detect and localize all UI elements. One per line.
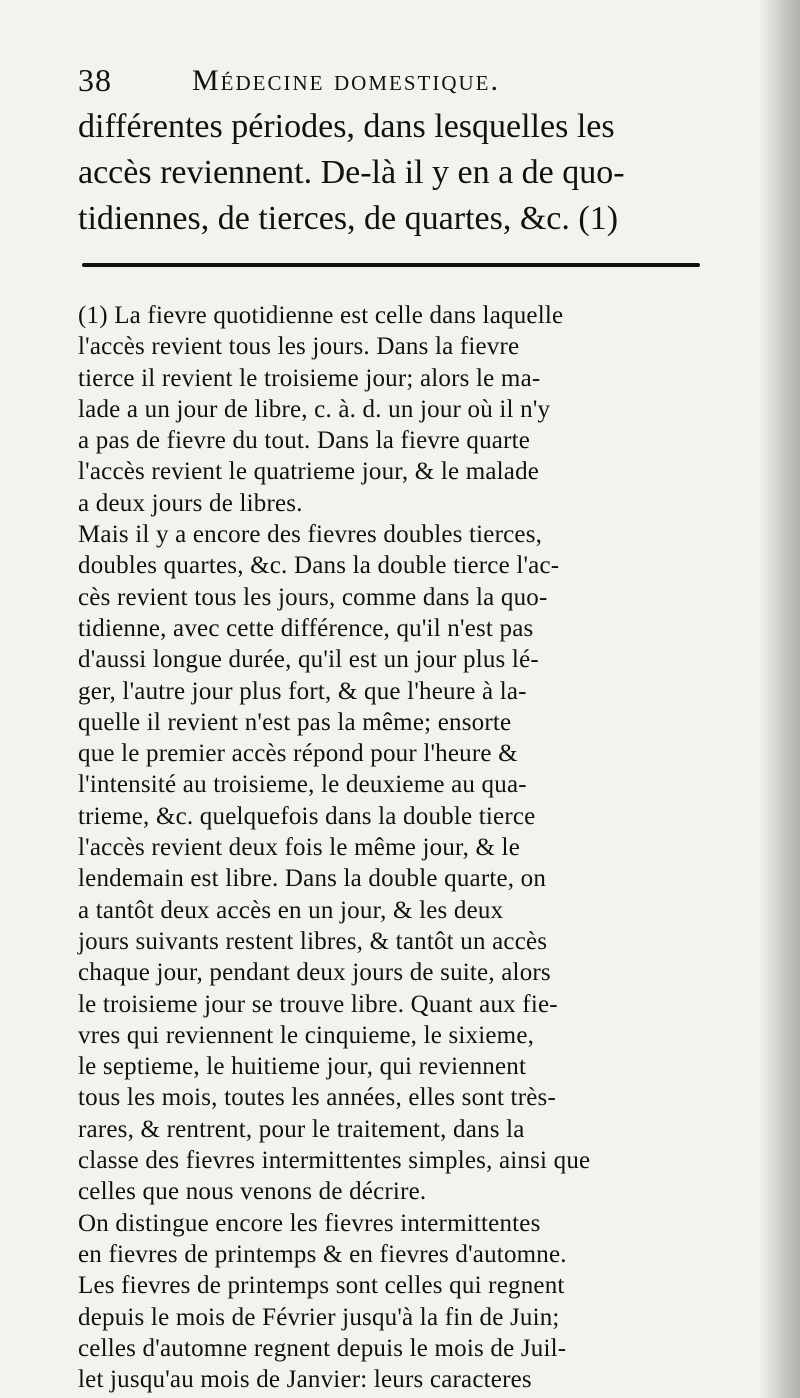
footnote-line: l'accès revient tous les jours. Dans la fievre (78, 333, 520, 361)
footnote-line: vres qui reviennent le cinquieme, le sixieme, (78, 1021, 535, 1049)
footnote-line: celles que nous venons de décrire. (78, 1178, 427, 1206)
footnote-line: tous les mois, toutes les années, elles sont très- (78, 1084, 556, 1112)
footnote-line: jours suivants restent libres, & tantôt un accès (78, 927, 548, 955)
footnote-line: (1) La fievre quotidienne est celle dans laquelle (78, 302, 564, 329)
footnote-line: que le premier accès répond pour l'heure & (78, 740, 518, 768)
page-header (78, 56, 718, 104)
footnote-line: le troisieme jour se trouve libre. Quant aux fie- (78, 990, 558, 1018)
footnote-line: a tantôt deux accès en un jour, & les deux (78, 896, 504, 924)
footnote-line: depuis le mois de Février jusqu'à la fin de Juin; (78, 1303, 560, 1331)
footnote-divider (82, 263, 700, 267)
footnote-line: a deux jours de libres. (78, 489, 303, 517)
main-text-block (78, 104, 708, 242)
running-title: Médecine domestique. (192, 64, 500, 97)
page-number: 38 (78, 62, 112, 98)
footnote-line: cès revient tous les jours, comme dans la quo- (78, 583, 548, 611)
footnote-line: d'aussi longue durée, qu'il est un jour plus lé- (78, 646, 539, 674)
footnote-block (78, 300, 712, 1395)
footnote-line: l'intensité au troisieme, le deuxieme au qua- (78, 771, 527, 799)
footnote-line: On distingue encore les fievres intermittentes (78, 1209, 541, 1237)
footnote-line: ger, l'autre jour plus fort, & que l'heure à la- (78, 677, 527, 705)
footnote-line: tierce il revient le troisieme jour; alors le ma- (78, 364, 541, 392)
footnote-line: l'accès revient deux fois le même jour, & le (78, 834, 521, 862)
footnote-line: tidienne, avec cette différence, qu'il n'est pas (78, 614, 534, 642)
footnote-line: quelle il revient n'est pas la même; ensorte (78, 708, 512, 736)
footnote-line: Les fievres de printemps sont celles qui regnent (78, 1272, 565, 1300)
page-edge-shadow (758, 0, 800, 1398)
footnote-line: chaque jour, pendant deux jours de suite, alors (78, 959, 551, 987)
footnote-line: rares, & rentrent, pour le traitement, dans la (78, 1115, 525, 1143)
footnote-line: classe des fievres intermittentes simples, ainsi que (78, 1147, 591, 1175)
footnote-line: en fievres de printemps & en fievres d'automne. (78, 1240, 567, 1268)
footnote-line: lade a un jour de libre, c. à. d. un jour où il n'y (78, 395, 551, 423)
main-text-line: tidiennes, de tierces, de quartes, &c. (1) (78, 200, 619, 237)
footnote-line: celles d'automne regnent depuis le mois de Juil- (78, 1334, 567, 1362)
main-text-line: différentes périodes, dans lesquelles les (78, 108, 615, 145)
footnote-line: l'accès revient le quatrieme jour, & le malade (78, 458, 540, 486)
footnote-line: le septieme, le huitieme jour, qui reviennent (78, 1053, 527, 1081)
footnote-line: Mais il y a encore des fievres doubles tierces, (78, 521, 543, 549)
footnote-line: trieme, &c. quelquefois dans la double tierce (78, 802, 536, 830)
footnote-line: doubles quartes, &c. Dans la double tierce l'ac- (78, 552, 560, 580)
footnote-line: lendemain est libre. Dans la double quarte, on (78, 865, 547, 893)
footnote-line: let jusqu'au mois de Janvier: leurs caracteres (78, 1366, 532, 1394)
footnote-line: a pas de fievre du tout. Dans la fievre quarte (78, 427, 531, 455)
main-text-line: accès reviennent. De-là il y en a de quo- (78, 154, 625, 191)
